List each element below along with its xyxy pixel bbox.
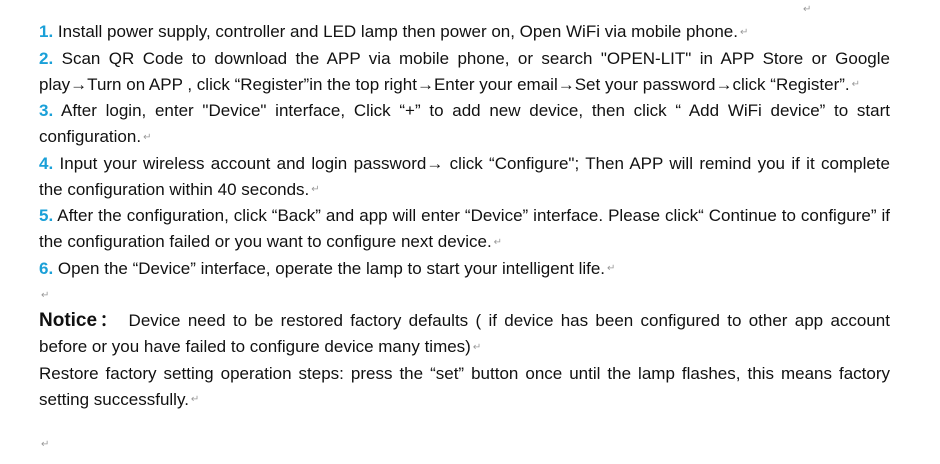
paragraph-mark-icon: ↵ xyxy=(190,394,200,406)
step-text: Scan QR Code to download the APP via mobile phone, or search "OPEN-LIT" in APP Store or Google play→Turn on APP , click “Register”in the top right→Enter your email→Set your password→click “Register”. xyxy=(39,48,890,94)
step-number: 4. xyxy=(39,153,54,173)
step-number: 2. xyxy=(39,48,54,68)
paragraph-mark-icon: ↵ xyxy=(41,289,50,301)
step-5 xyxy=(39,203,890,256)
paragraph-mark-icon: ↵ xyxy=(493,236,503,248)
step-text: Install power supply, controller and LED lamp then power on, Open WiFi via mobile phone. xyxy=(57,22,738,41)
step-4 xyxy=(39,151,890,204)
notice-text: Device need to be restored factory defaults ( if device has been configured to other app account before or you have failed to configure device many times) xyxy=(39,311,890,357)
step-text: Input your wireless account and login password→ click “Configure"; Then APP will remind you if it complete the configuration within 40 seconds. xyxy=(39,153,890,199)
restore-text: Restore factory setting operation steps: press the “set” button once until the lamp flashes, this means factory setting successfully. xyxy=(39,363,890,409)
paragraph-mark-icon: ↵ xyxy=(143,131,152,143)
step-number: 6. xyxy=(39,258,54,278)
notice-label: Notice： xyxy=(39,310,122,332)
step-number: 5. xyxy=(39,206,54,226)
step-text: After login, enter "Device" interface, Click “+” to add new device, then click “ Add WiFi device” to start configuration. xyxy=(39,101,890,147)
step-text: Open the “Device” interface, operate the lamp to start your intelligent life. xyxy=(57,258,606,278)
paragraph-mark-icon: ↵ xyxy=(803,4,812,15)
step-number: 1. xyxy=(39,22,54,41)
empty-paragraph xyxy=(39,282,890,308)
step-2 xyxy=(39,46,890,99)
paragraph-mark-icon: ↵ xyxy=(472,341,482,353)
notice-paragraph xyxy=(39,308,890,361)
step-text: After the configuration, click “Back” and app will enter “Device” interface. Please click“ Continue to configure” if the configuration failed or you want to configure next device. xyxy=(39,206,890,252)
paragraph-mark-icon: ↵ xyxy=(851,79,861,91)
restore-paragraph xyxy=(39,361,890,414)
paragraph-mark-icon: ↵ xyxy=(41,438,50,450)
step-number: 3. xyxy=(39,101,54,121)
paragraph-mark-icon: ↵ xyxy=(739,26,749,38)
spacer xyxy=(39,413,890,431)
step-6 xyxy=(39,256,890,283)
step-1 xyxy=(39,19,890,46)
instructions-document xyxy=(39,19,890,457)
paragraph-mark-icon: ↵ xyxy=(311,184,320,196)
step-3 xyxy=(39,98,890,151)
empty-paragraph xyxy=(39,431,890,457)
paragraph-mark-icon: ↵ xyxy=(607,263,616,275)
